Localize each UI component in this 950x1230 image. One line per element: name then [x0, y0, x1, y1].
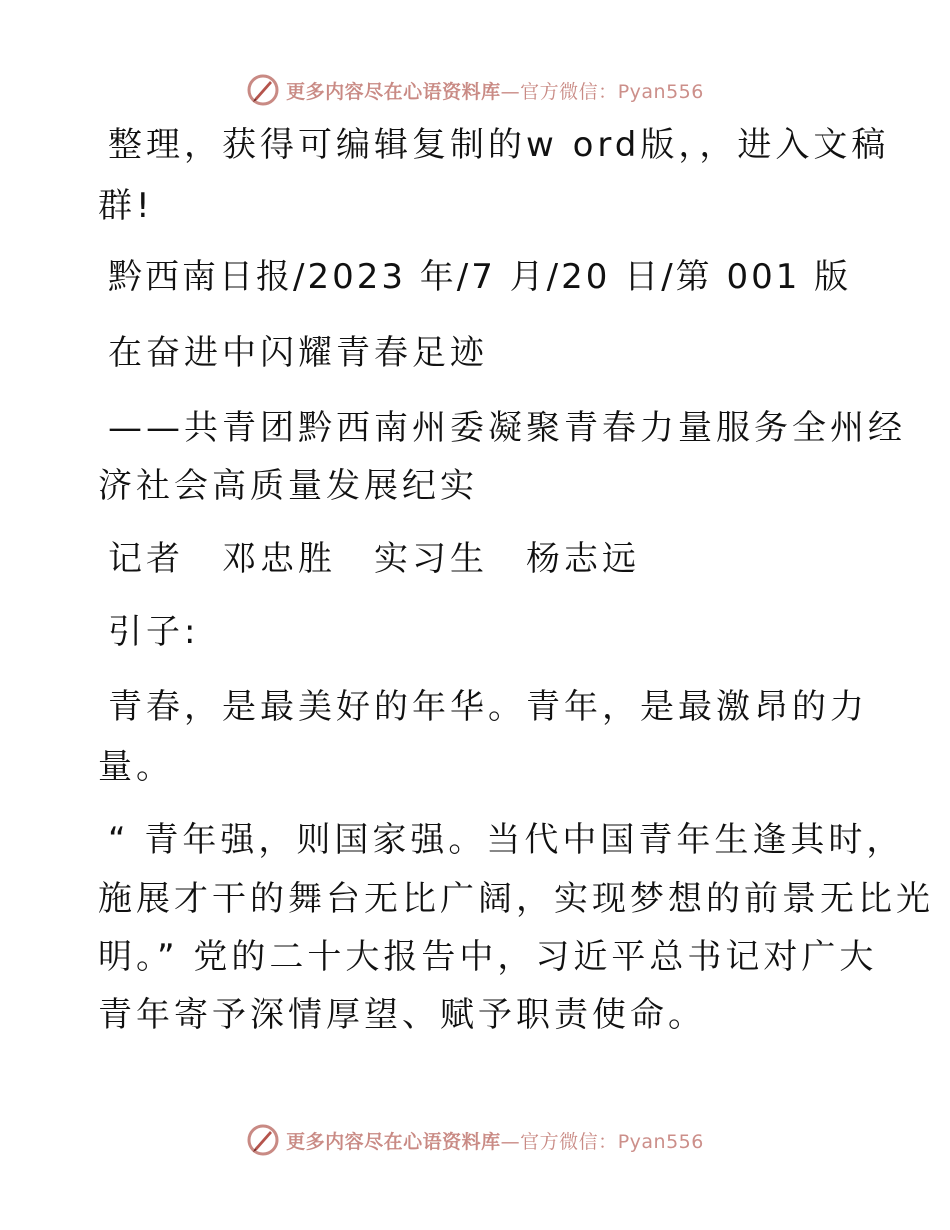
paragraph-1-line-2: 量。	[98, 747, 174, 787]
watermark-wechat-id: Pyan556	[617, 80, 704, 103]
paragraph-2-line-1: “ 青年强，则国家强。当代中国青年生逢其时，	[108, 820, 905, 860]
lead-label: 引子:	[108, 612, 200, 652]
footer-watermark	[0, 1120, 950, 1160]
paragraph-1-line-1: 青春，是最美好的年华。青年，是最激昂的力	[108, 687, 868, 727]
intro-line-2: 群!	[98, 186, 154, 226]
watermark-separator: —	[500, 1130, 521, 1153]
intro-line-1: 整理，获得可编辑复制的w ord版，，进入文稿	[108, 125, 890, 165]
watermark-brand: 更多内容尽在心语资料库	[286, 80, 501, 103]
watermark-official-label: 官方微信：	[520, 1130, 618, 1153]
paragraph-2-line-3: 明。” 党的二十大报告中，习近平总书记对广大	[98, 937, 878, 977]
feather-pen-logo-icon	[246, 1123, 280, 1157]
article-subtitle-line-2: 济社会高质量发展纪实	[98, 466, 478, 506]
watermark-official-label: 官方微信：	[520, 80, 618, 103]
watermark-brand: 更多内容尽在心语资料库	[286, 1130, 501, 1153]
article-subtitle-line-1: ——共青团黔西南州委凝聚青春力量服务全州经	[108, 408, 906, 448]
watermark-text	[286, 1127, 704, 1154]
byline: 记者 邓忠胜 实习生 杨志远	[108, 539, 640, 579]
paragraph-2-line-2: 施展才干的舞台无比广阔，实现梦想的前景无比光	[98, 879, 934, 919]
source-line: 黔西南日报/2023 年/7 月/20 日/第 001 版	[108, 257, 852, 297]
watermark-wechat-id: Pyan556	[617, 1130, 704, 1153]
article-title: 在奋进中闪耀青春足迹	[108, 333, 488, 373]
watermark-separator: —	[500, 80, 521, 103]
paragraph-2-line-4: 青年寄予深情厚望、赋予职责使命。	[98, 995, 706, 1035]
